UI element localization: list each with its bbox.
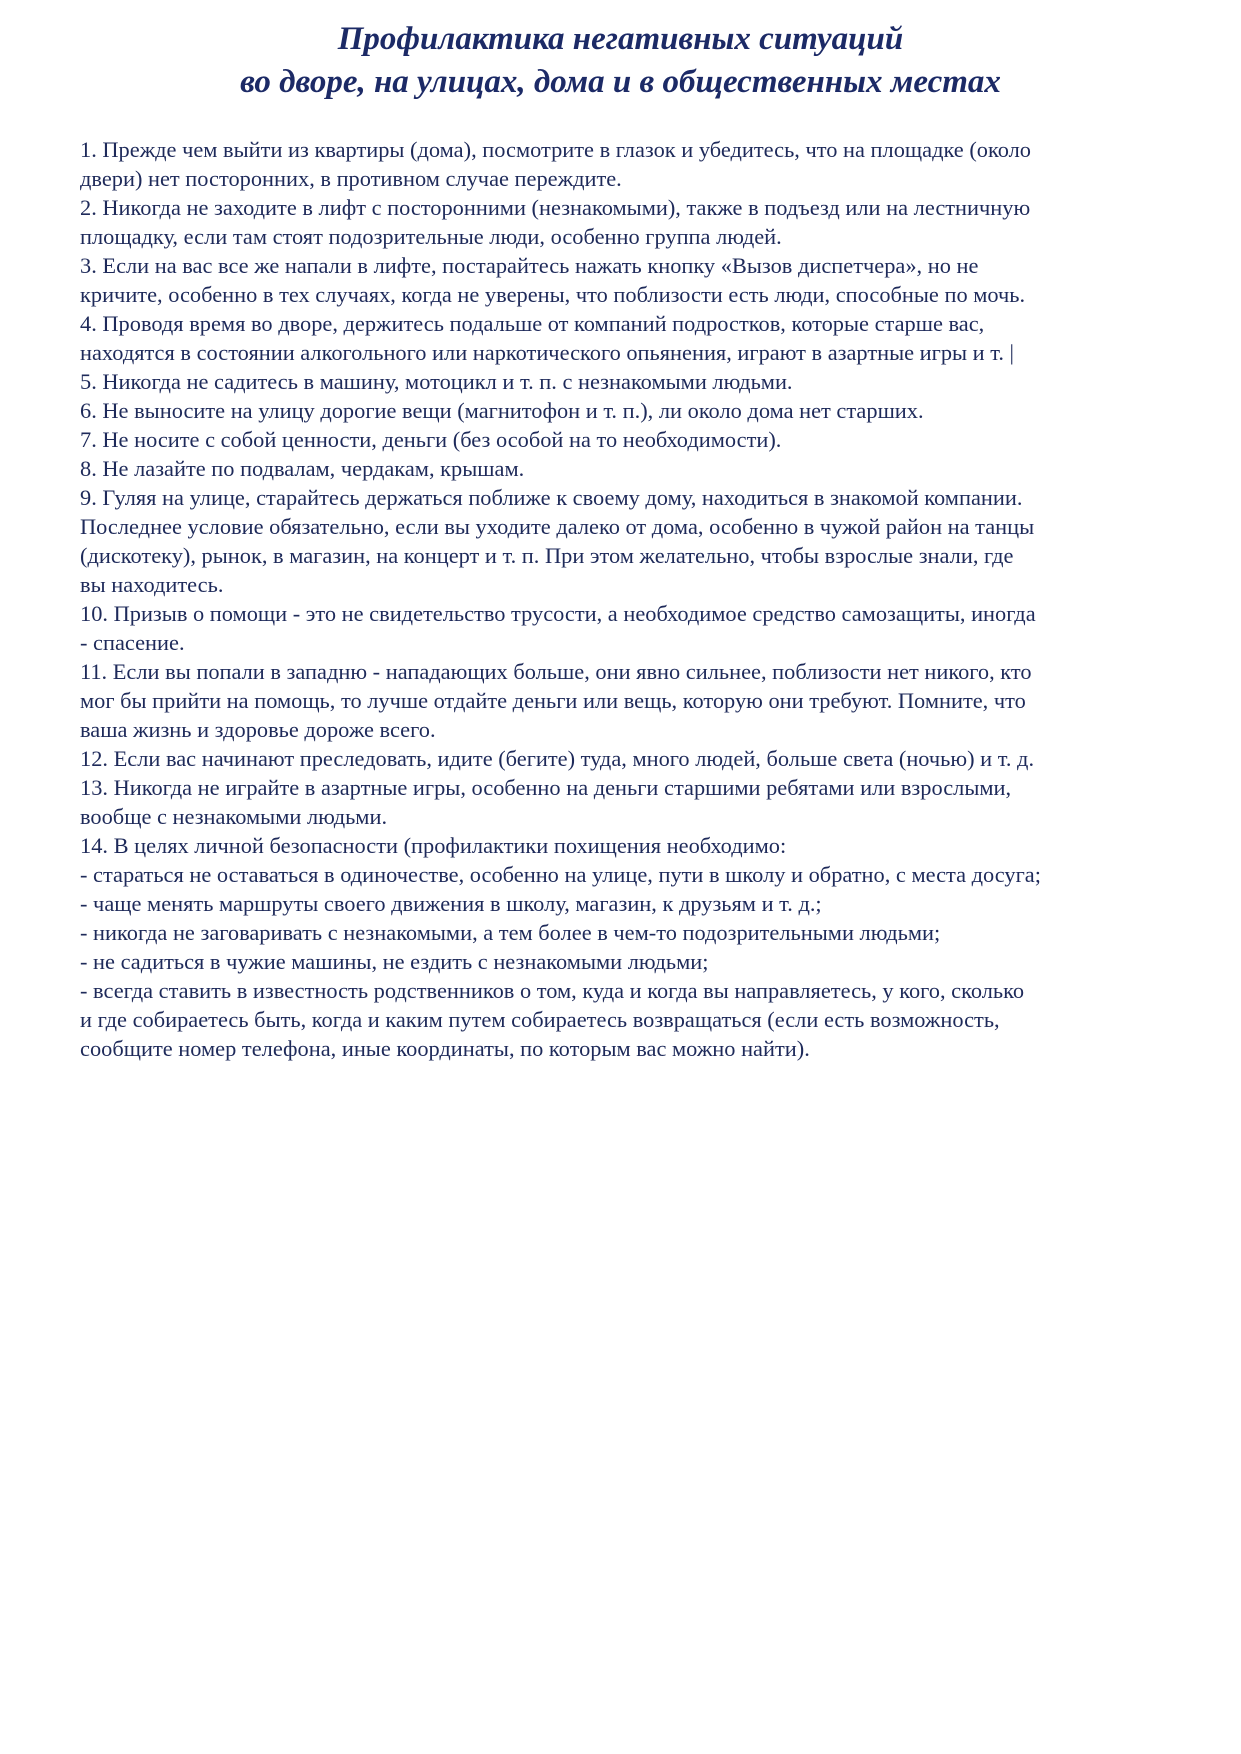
text-line: ваша жизнь и здоровье дороже всего. <box>80 717 436 742</box>
text-line: кричите, особенно в тех случаях, когда не уверены, что поблизости есть люди, способные по мочь. <box>80 282 1026 307</box>
text-line: Последнее условие обязательно, если вы уходите далеко от дома, особенно в чужой район на танцы <box>80 514 1035 539</box>
text-line: (дискотеку), рынок, в магазин, на концерт и т. п. При этом желательно, чтобы взрослые знали, где <box>80 543 1014 568</box>
text-line: и где собираетесь быть, когда и каким путем собираетесь возвращаться (если есть возможность, <box>80 1007 1000 1032</box>
text-line: 8. Не лазайте по подвалам, чердакам, крышам. <box>80 456 525 481</box>
text-line: сообщите номер телефона, иные координаты, по которым вас можно найти). <box>80 1036 810 1061</box>
text-line: 7. Не носите с собой ценности, деньги (без особой на то необходимости). <box>80 427 782 452</box>
text-line: 4. Проводя время во дворе, держитесь подальше от компаний подростков, которые старше вас, <box>80 311 985 336</box>
text-line: 11. Если вы попали в западню - нападающих больше, они явно сильнее, поблизости нет никого, кто <box>80 659 1032 684</box>
text-line: 14. В целях личной безопасности (профилактики похищения необходимо: <box>80 833 787 858</box>
document-body <box>80 135 1170 1063</box>
text-line: мог бы прийти на помощь, то лучше отдайте деньги или вещь, которую они требуют. Помните, что <box>80 688 1026 713</box>
text-line: - не садиться в чужие машины, не ездить с незнакомыми людьми; <box>80 949 709 974</box>
text-line: 13. Никогда не играйте в азартные игры, особенно на деньги старшими ребятами или взрослыми, <box>80 775 1012 800</box>
text-line: - всегда ставить в известность родственников о том, куда и когда вы направляетесь, у кого, сколько <box>80 978 1025 1003</box>
text-line: - спасение. <box>80 630 185 655</box>
text-line: двери) нет посторонних, в противном случае переждите. <box>80 166 622 191</box>
text-line: находятся в состоянии алкогольного или наркотического опьянения, играют в азартные игры и т. | <box>80 340 1015 365</box>
text-line: 12. Если вас начинают преследовать, идите (бегите) туда, много людей, больше света (ночью) и т. д. <box>80 746 1035 771</box>
text-line: 3. Если на вас все же напали в лифте, постарайтесь нажать кнопку «Вызов диспетчера», но не <box>80 253 979 278</box>
text-line: 2. Никогда не заходите в лифт с посторонними (незнакомыми), также в подъезд или на лестничную <box>80 195 1031 220</box>
title-line-2: во дворе, на улицах, дома и в общественных местах <box>240 64 1001 100</box>
text-line: - никогда не заговаривать с незнакомыми, а тем более в чем-то подозрительными людьми; <box>80 920 941 945</box>
text-line: - чаще менять маршруты своего движения в школу, магазин, к друзьям и т. д.; <box>80 891 822 916</box>
text-line: 9. Гуляя на улице, старайтесь держаться поближе к своему дому, находиться в знакомой компании. <box>80 485 1023 510</box>
text-line: площадку, если там стоят подозрительные люди, особенно группа людей. <box>80 224 782 249</box>
title-line-1: Профилактика негативных ситуаций <box>337 21 904 57</box>
text-line: 6. Не выносите на улицу дорогие вещи (магнитофон и т. п.), ли около дома нет старших. <box>80 398 924 423</box>
text-line: вообще с незнакомыми людьми. <box>80 804 388 829</box>
text-line: 1. Прежде чем выйти из квартиры (дома), посмотрите в глазок и убедитесь, что на площадке (около <box>80 137 1031 162</box>
text-line: 5. Никогда не садитесь в машину, мотоцикл и т. п. с незнакомыми людьми. <box>80 369 793 394</box>
text-line: вы находитесь. <box>80 572 224 597</box>
text-line: - стараться не оставаться в одиночестве, особенно на улице, пути в школу и обратно, с места досуга; <box>80 862 1041 887</box>
text-line: 10. Призыв о помощи - это не свидетельство трусости, а необходимое средство самозащиты, иногда <box>80 601 1036 626</box>
page-title <box>0 18 1241 104</box>
